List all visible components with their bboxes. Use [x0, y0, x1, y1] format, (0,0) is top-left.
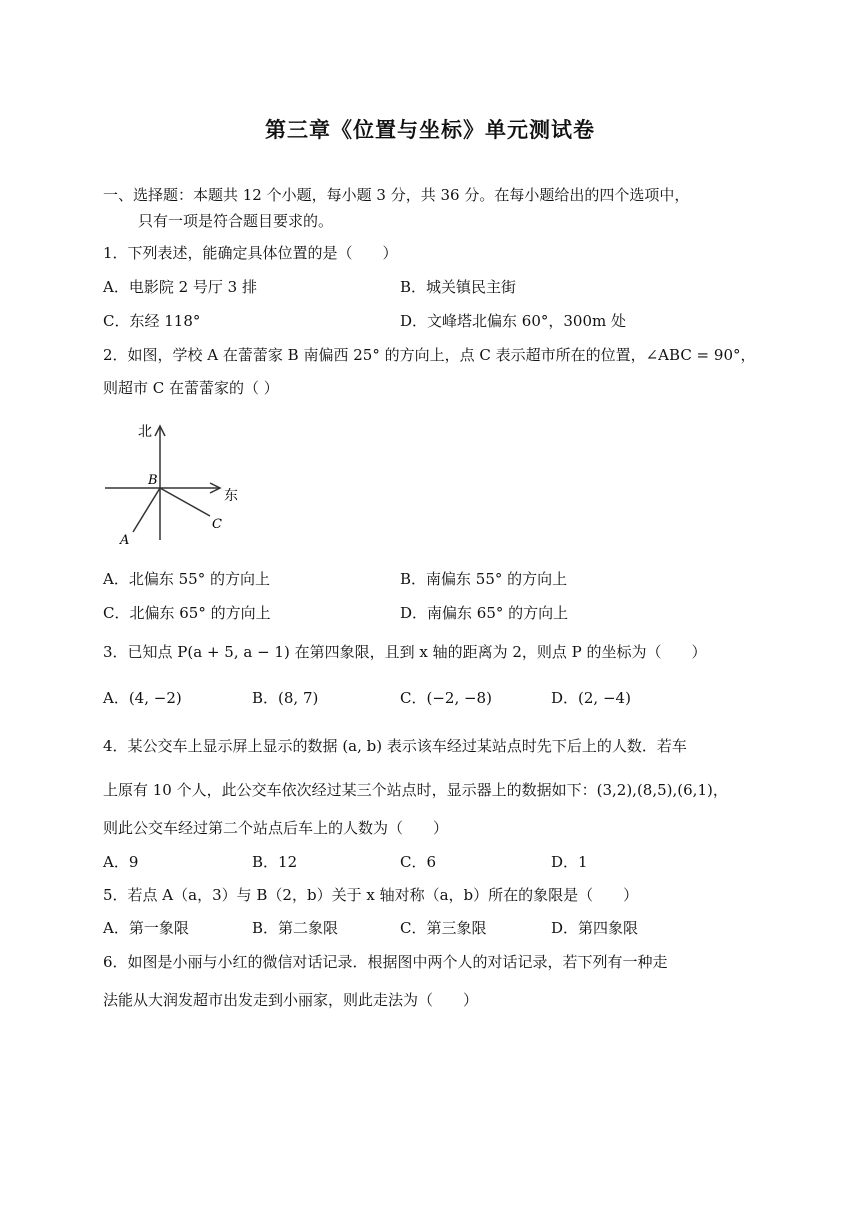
q4-option-d: D．1 — [551, 853, 588, 871]
q4-stem-line-1: 4．某公交车上显示屏上显示的数据 (a, b) 表示该车经过某站点时先下后上的人数．若车 — [103, 737, 687, 755]
q3-option-c: C．(−2, −8) — [400, 689, 492, 707]
q2-direction-figure — [100, 420, 250, 550]
q2-option-c: C．北偏东 65° 的方向上 — [103, 604, 271, 622]
north-label: 北 — [138, 424, 152, 440]
q5-option-b: B．第二象限 — [252, 919, 339, 937]
ray-ba — [133, 488, 160, 532]
q5-option-c: C．第三象限 — [400, 919, 487, 937]
q1-option-a: A．电影院 2 号厅 3 排 — [103, 278, 257, 296]
q2-stem-line-2: 则超市 C 在蕾蕾家的（ ） — [103, 379, 279, 397]
q3-stem: 3．已知点 P(a + 5, a − 1) 在第四象限，且到 x 轴的距离为 2，则点 P 的坐标为（ ） — [103, 643, 707, 661]
point-b-label: B — [148, 473, 158, 488]
q4-stem-line-3: 则此公交车经过第二个站点后车上的人数为（ ） — [103, 819, 449, 837]
q3-option-b: B．(8, 7) — [252, 689, 319, 707]
point-c-label: C — [212, 517, 222, 532]
ray-bc — [160, 488, 210, 516]
q4-stem-line-2: 上原有 10 个人，此公交车依次经过某三个站点时，显示器上的数据如下：(3,2),(8,5),(6,1)， — [103, 781, 728, 799]
q2-option-b: B．南偏东 55° 的方向上 — [400, 570, 568, 588]
section-instructions-line-1: 一、选择题：本题共 12 个小题，每小题 3 分，共 36 分。在每小题给出的四个选项中， — [103, 186, 690, 204]
q2-option-d: D．南偏东 65° 的方向上 — [400, 604, 569, 622]
q1-option-c: C．东经 118° — [103, 312, 201, 330]
q1-option-d: D．文峰塔北偏东 60°，300m 处 — [400, 312, 627, 330]
q2-option-a: A．北偏东 55° 的方向上 — [103, 570, 270, 588]
q4-option-b: B．12 — [252, 853, 298, 871]
q6-stem-line-1: 6．如图是小丽与小红的微信对话记录．根据图中两个人的对话记录，若下列有一种走 — [103, 953, 668, 971]
q3-option-a: A．(4, −2) — [103, 689, 182, 707]
page-title: 第三章《位置与坐标》单元测试卷 — [265, 117, 595, 142]
east-label: 东 — [224, 488, 238, 504]
q1-stem: 1．下列表述，能确定具体位置的是（ ） — [103, 244, 398, 262]
q2-stem-line-1: 2．如图，学校 A 在蕾蕾家 B 南偏西 25° 的方向上，点 C 表示超市所在的位置，∠ABC = 90°， — [103, 346, 756, 364]
q5-stem: 5．若点 A（a，3）与 B（2，b）关于 x 轴对称（a，b）所在的象限是（ ） — [103, 886, 639, 904]
q6-stem-line-2: 法能从大润发超市出发走到小丽家，则此走法为（ ） — [103, 991, 479, 1009]
q5-option-a: A．第一象限 — [103, 919, 189, 937]
point-a-label: A — [120, 533, 130, 548]
q4-option-a: A．9 — [103, 853, 139, 871]
q3-option-d: D．(2, −4) — [551, 689, 631, 707]
section-instructions-line-2: 只有一项是符合题目要求的。 — [138, 212, 334, 230]
q5-option-d: D．第四象限 — [551, 919, 639, 937]
q4-option-c: C．6 — [400, 853, 437, 871]
q1-option-b: B．城关镇民主街 — [400, 278, 517, 296]
